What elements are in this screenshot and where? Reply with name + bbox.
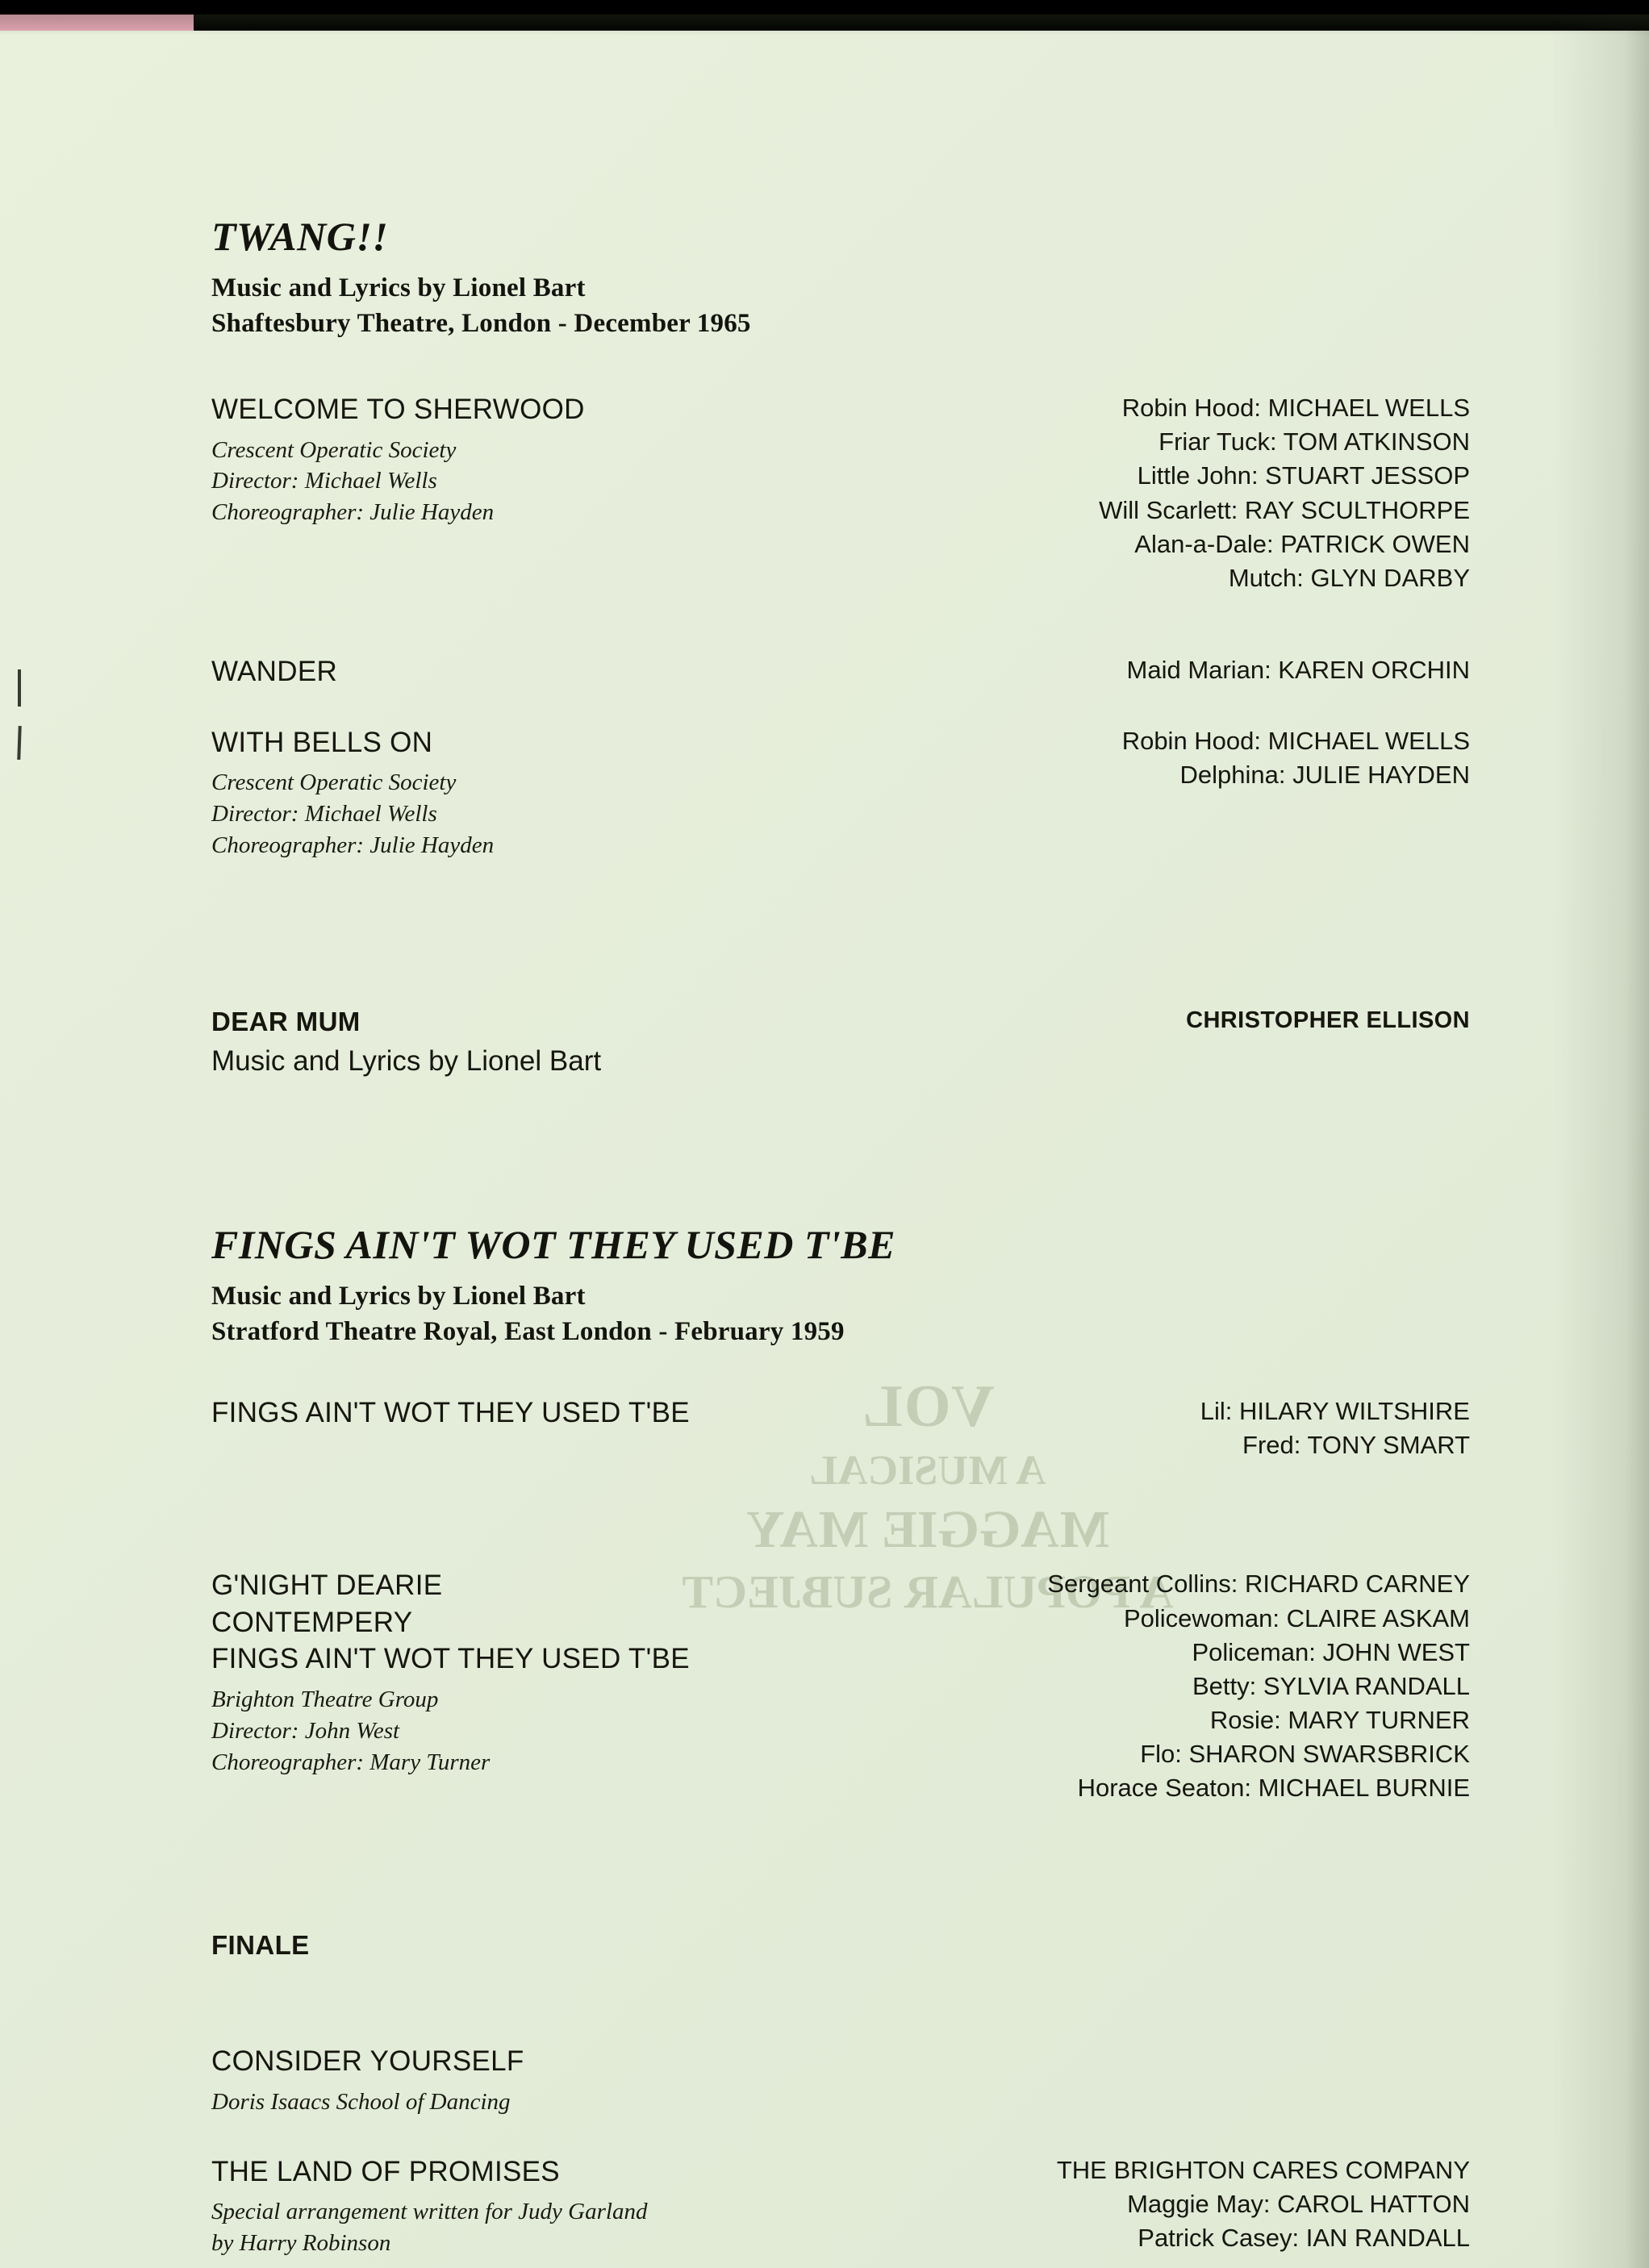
number-cast: [916, 1395, 1470, 1462]
show-venue-credit: Shaftesbury Theatre, London - December 1965: [211, 308, 751, 338]
song-title: WELCOME TO SHERWOOD: [211, 394, 585, 426]
director-credit: Director: Michael Wells: [211, 800, 437, 827]
company-credit: Doris Isaacs School of Dancing: [211, 2088, 511, 2115]
cast-line: Fred: TONY SMART: [1242, 1431, 1470, 1460]
show-music-credit: Music and Lyrics by Lionel Bart: [211, 273, 586, 302]
director-credit: Director: Michael Wells: [211, 468, 437, 494]
cast-line: Maggie May: CAROL HATTON: [1127, 2189, 1470, 2218]
show-venue-credit: Stratford Theatre Royal, East London - February 1959: [211, 1316, 845, 1346]
number-cast: [916, 2153, 1470, 2255]
number-left: [211, 1395, 916, 1432]
song-title: WITH BELLS ON: [211, 726, 433, 758]
cast-line: Sergeant Collins: RICHARD CARNEY: [1047, 1570, 1470, 1599]
cast-line: Lil: HILARY WILTSHIRE: [1200, 1397, 1470, 1426]
cast-line: Flo: SHARON SWARSBRICK: [1140, 1740, 1470, 1769]
program-content: [211, 15, 1470, 2259]
musical-number: [211, 724, 1470, 861]
song-title: FINGS AIN'T WOT THEY USED T'BE: [211, 1397, 690, 1429]
musical-number: [211, 653, 1470, 690]
cast-line: Robin Hood: MICHAEL WELLS: [1121, 394, 1470, 423]
show-title: TWANG!!: [211, 214, 389, 259]
ghost-line-2: A MUSICAL: [809, 1447, 1046, 1494]
number-cast: [916, 1005, 1470, 1036]
finale-heading: FINALE: [211, 1929, 310, 1960]
director-credit: Director: John West: [211, 1717, 400, 1744]
arrangement-credit-line-2: by Harry Robinson: [211, 2230, 391, 2257]
number-left: [211, 2153, 916, 2259]
choreographer-credit: Choreographer: Mary Turner: [211, 1749, 491, 1775]
ghost-line-3: MAGGIE MAY: [745, 1499, 1110, 1559]
number-left: [211, 724, 916, 861]
choreographer-credit: Choreographer: Julie Hayden: [211, 499, 495, 526]
cast-line: Friar Tuck: TOM ATKINSON: [1158, 427, 1470, 457]
song-title: G'NIGHT DEARIE: [211, 1570, 443, 1602]
company-credit: Crescent Operatic Society: [211, 769, 457, 796]
program-page: [0, 15, 1649, 2268]
number-left: [211, 1005, 916, 1079]
cast-line: Robin Hood: MICHAEL WELLS: [1121, 726, 1470, 755]
show-music-credit: Music and Lyrics by Lionel Bart: [211, 1282, 586, 1311]
musical-number: [211, 2043, 1470, 2117]
musical-number: [211, 2153, 1470, 2259]
show-section-twang: [211, 213, 1470, 341]
number-left: [211, 653, 916, 690]
number-left: [211, 2043, 916, 2117]
company-credit: Crescent Operatic Society: [211, 436, 457, 463]
cast-line: Little John: STUART JESSOP: [1137, 461, 1470, 490]
cast-line: Mutch: GLYN DARBY: [1228, 563, 1470, 592]
cast-line: Patrick Casey: IAN RANDALL: [1138, 2224, 1470, 2253]
cast-line: Rosie: MARY TURNER: [1209, 1706, 1470, 1735]
number-cast: [916, 1567, 1470, 1805]
number-cast: [916, 653, 1470, 687]
show-title: FINGS AIN'T WOT THEY USED T'BE: [211, 1222, 896, 1267]
number-cast: [916, 391, 1470, 595]
margin-tick-mark: [17, 726, 21, 760]
finale-section: [211, 1928, 1470, 1963]
company-credit: Brighton Theatre Group: [211, 1686, 439, 1712]
cast-line: Policewoman: CLAIRE ASKAM: [1123, 1603, 1470, 1632]
cast-line: Delphina: JULIE HAYDEN: [1179, 760, 1470, 789]
number-left: [211, 391, 916, 528]
cast-line: Betty: SYLVIA RANDALL: [1192, 1671, 1470, 1700]
number-cast: [916, 724, 1470, 792]
cast-line: Will Scarlett: RAY SCULTHORPE: [1099, 495, 1470, 524]
cast-line: Horace Seaton: MICHAEL BURNIE: [1077, 1774, 1470, 1803]
song-title: CONTEMPERY: [211, 1606, 413, 1638]
margin-tick-mark: [18, 669, 21, 707]
cast-line: CHRISTOPHER ELLISON: [1186, 1007, 1470, 1033]
number-left: [211, 1567, 916, 1778]
song-title: THE LAND OF PROMISES: [211, 2155, 560, 2187]
song-title: CONSIDER YOURSELF: [211, 2045, 524, 2078]
page-top-pink-band: [0, 15, 194, 31]
arrangement-credit-line-1: Special arrangement written for Judy Garland: [211, 2199, 648, 2225]
musical-number-dear-mum: [211, 1005, 1470, 1079]
musical-number: [211, 1395, 1470, 1462]
song-title: WANDER: [211, 656, 338, 688]
cast-line: THE BRIGHTON CARES COMPANY: [1056, 2155, 1470, 2184]
cast-line: Alan-a-Dale: PATRICK OWEN: [1134, 529, 1470, 558]
song-title: FINGS AIN'T WOT THEY USED T'BE: [211, 1643, 690, 1675]
cast-line: Policeman: JOHN WEST: [1192, 1637, 1470, 1666]
ghost-line-1: VOL: [861, 1374, 995, 1440]
song-title: DEAR MUM: [211, 1006, 361, 1036]
musical-number: [211, 1567, 1470, 1805]
song-subtitle: Music and Lyrics by Lionel Bart: [211, 1044, 602, 1077]
show-section-fings: [211, 1221, 1470, 1349]
ghost-line-4: A POPULAR SUBJECT: [682, 1566, 1174, 1618]
cast-line: Maid Marian: KAREN ORCHIN: [1126, 656, 1470, 685]
choreographer-credit: Choreographer: Julie Hayden: [211, 832, 495, 858]
musical-number: [211, 391, 1470, 595]
